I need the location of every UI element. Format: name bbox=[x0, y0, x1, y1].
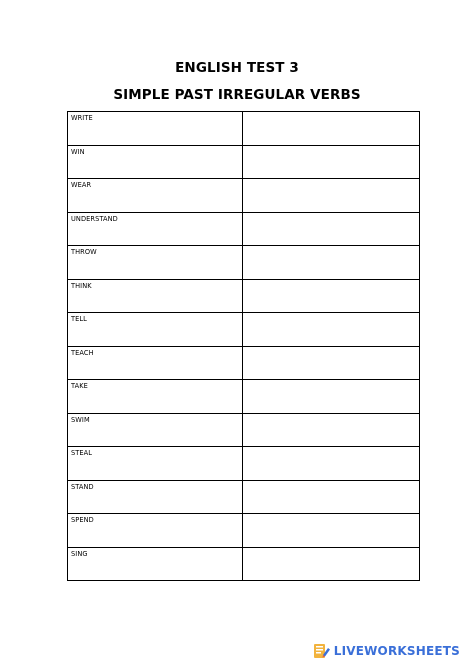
answer-cell[interactable] bbox=[243, 514, 420, 548]
verb-cell bbox=[68, 346, 243, 380]
answer-cell[interactable] bbox=[243, 413, 420, 447]
table-row bbox=[68, 212, 420, 246]
page-subtitle: SIMPLE PAST IRREGULAR VERBS bbox=[113, 87, 361, 103]
verb-cell bbox=[68, 413, 243, 447]
table-row bbox=[68, 279, 420, 313]
verb-label: SING bbox=[71, 549, 88, 558]
answer-cell[interactable] bbox=[243, 279, 420, 313]
verb-cell bbox=[68, 179, 243, 213]
verb-cell bbox=[68, 447, 243, 481]
verb-label: TEACH bbox=[71, 348, 94, 357]
answer-cell[interactable] bbox=[243, 346, 420, 380]
verb-cell bbox=[68, 514, 243, 548]
verb-cell bbox=[68, 313, 243, 347]
verb-label: THROW bbox=[71, 248, 97, 256]
answer-cell[interactable] bbox=[243, 145, 420, 179]
verb-cell bbox=[68, 547, 243, 581]
verb-label: SPEND bbox=[71, 516, 94, 524]
verb-label: WIN bbox=[71, 147, 85, 156]
verb-label: TAKE bbox=[71, 382, 88, 390]
table-row bbox=[68, 547, 420, 581]
liveworksheets-brand bbox=[313, 642, 460, 660]
verb-label: SWIM bbox=[71, 415, 90, 424]
verb-label: THINK bbox=[71, 281, 92, 290]
table-row bbox=[68, 413, 420, 447]
answer-cell[interactable] bbox=[243, 480, 420, 514]
verbs-table bbox=[67, 111, 420, 581]
answer-cell[interactable] bbox=[243, 212, 420, 246]
brand-name: LIVEWORKSHEETS bbox=[333, 644, 460, 658]
answer-cell[interactable] bbox=[243, 447, 420, 481]
table-row bbox=[68, 480, 420, 514]
verb-label: STEAL bbox=[71, 449, 93, 457]
table-row bbox=[68, 246, 420, 280]
verbs-table-body bbox=[68, 112, 420, 581]
verb-cell bbox=[68, 145, 243, 179]
verb-label: WRITE bbox=[71, 114, 93, 122]
answer-cell[interactable] bbox=[243, 179, 420, 213]
verb-cell bbox=[68, 112, 243, 146]
answer-cell[interactable] bbox=[243, 313, 420, 347]
table-row bbox=[68, 514, 420, 548]
verb-cell bbox=[68, 279, 243, 313]
answer-cell[interactable] bbox=[243, 246, 420, 280]
verb-label: STAND bbox=[71, 482, 94, 491]
page-title: ENGLISH TEST 3 bbox=[175, 60, 299, 76]
verb-cell bbox=[68, 246, 243, 280]
table-row bbox=[68, 112, 420, 146]
liveworksheets-logo-icon bbox=[313, 642, 331, 660]
table-row bbox=[68, 447, 420, 481]
answer-cell[interactable] bbox=[243, 380, 420, 414]
answer-cell[interactable] bbox=[243, 547, 420, 581]
verb-cell bbox=[68, 480, 243, 514]
table-row bbox=[68, 145, 420, 179]
verb-label: TELL bbox=[71, 315, 87, 323]
table-row bbox=[68, 346, 420, 380]
table-row bbox=[68, 380, 420, 414]
table-row bbox=[68, 179, 420, 213]
table-row bbox=[68, 313, 420, 347]
answer-cell[interactable] bbox=[243, 112, 420, 146]
verb-cell bbox=[68, 212, 243, 246]
verb-cell bbox=[68, 380, 243, 414]
verb-label: WEAR bbox=[71, 181, 92, 189]
verb-label: UNDERSTAND bbox=[71, 214, 118, 223]
